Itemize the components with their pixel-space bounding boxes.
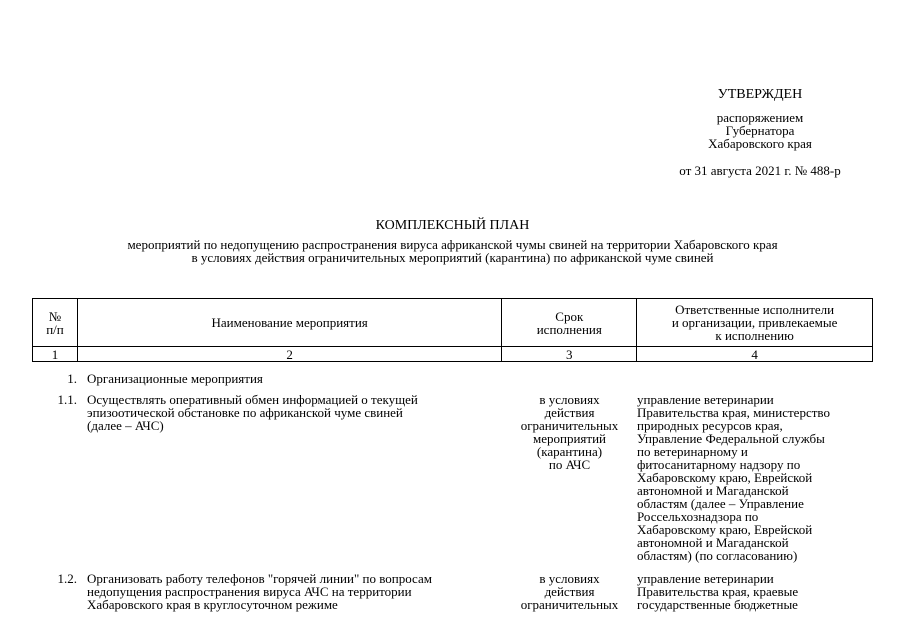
approval-heading: УТВЕРЖДЕН [717,87,803,102]
row-responsible [637,393,873,562]
row-resp-line: фитосанитарному надзору по [637,457,801,472]
section-row [32,372,873,385]
row-term-line: по АЧС [548,457,591,472]
header-term-line: Срок [555,308,584,324]
header-name: Наименование мероприятия [77,299,501,347]
header-responsible-line: к исполнению [715,328,794,343]
approval-line: Губернатора [725,123,795,138]
plan-table-body [32,372,873,611]
column-number: 4 [637,347,873,362]
row-resp-line: по ветеринарному и [637,444,748,459]
row-name-line: Осуществлять оперативный обмен информацией о текущей [87,392,418,407]
row-number: 1.2. [57,571,77,586]
row-resp-line: областям) (по согласованию) [637,548,798,563]
row-term-line: в условиях [539,571,600,586]
row-resp-line: Управление Федеральной службы [637,431,825,446]
plan-table-header [32,298,873,362]
section-name: Организационные мероприятия [87,371,263,386]
row-resp-line: Хабаровскому краю, Еврейской [637,522,813,537]
document-title: КОМПЛЕКСНЫЙ ПЛАН [375,218,530,233]
row-number: 1.1. [57,392,77,407]
row-term-line: ограничительных [520,418,619,433]
row-term-line: в условиях [539,392,600,407]
row-resp-line: автономной и Магаданской [637,535,789,550]
table-row [32,393,873,562]
row-name-line: эпизоотической обстановке по африканской чуме свиней [87,405,403,420]
column-number: 1 [33,347,78,362]
row-term-line: ограничительных [520,597,619,612]
row-name [77,572,502,611]
row-name [77,393,502,562]
approval-date: от 31 августа 2021 г. № 488-р [679,163,841,178]
row-name-line: Хабаровского края в круглосуточном режиме [87,597,338,612]
row-resp-line: природных ресурсов края, [637,418,783,433]
row-resp-line: Россельхознадзора по [637,509,759,524]
row-term [502,572,637,611]
row-resp-line: управление ветеринарии [637,392,774,407]
row-resp-line: автономной и Магаданской [637,483,789,498]
header-number-symbol: № [48,308,62,324]
header-term-line: исполнения [536,321,602,337]
row-term-line: действия [544,584,595,599]
row-name-line: (далее – АЧС) [87,418,164,433]
row-term [502,393,637,562]
header-responsible-line: Ответственные исполнители [675,302,835,317]
column-number: 3 [502,347,637,362]
header-term [502,299,637,347]
row-resp-line: государственные бюджетные [637,597,798,612]
header-responsible-line: и организации, привлекаемые [671,315,838,330]
subtitle-line: мероприятий по недопущению распространения вируса африканской чумы свиней на территории Хабаровского края [127,237,778,252]
header-number-abbr: п/п [46,321,64,337]
row-resp-line: Правительства края, краевые [637,584,799,599]
row-term-line: (карантина) [536,444,603,459]
approval-block [560,88,905,177]
row-resp-line: управление ветеринарии [637,571,774,586]
approval-line: Хабаровского края [708,136,812,151]
row-term-line: мероприятий [533,431,606,446]
approval-line: распоряжением [716,110,804,125]
row-term-line: действия [544,405,595,420]
row-responsible [637,572,873,611]
row-name-line: Организовать работу телефонов "горячей линии" по вопросам [87,571,432,586]
row-resp-line: Правительства края, министерство [637,405,830,420]
header-number [33,299,78,347]
row-resp-line: Хабаровскому краю, Еврейской [637,470,813,485]
table-row [32,572,873,611]
row-name-line: недопущения распространения вируса АЧС на территории [87,584,412,599]
document-subtitle [40,238,865,264]
subtitle-line: в условиях действия ограничительных мероприятий (карантина) по африканской чуме свиней [191,250,714,265]
row-resp-line: областям (далее – Управление [637,496,804,511]
column-number: 2 [77,347,501,362]
section-number: 1. [67,371,77,386]
header-responsible [637,299,873,347]
